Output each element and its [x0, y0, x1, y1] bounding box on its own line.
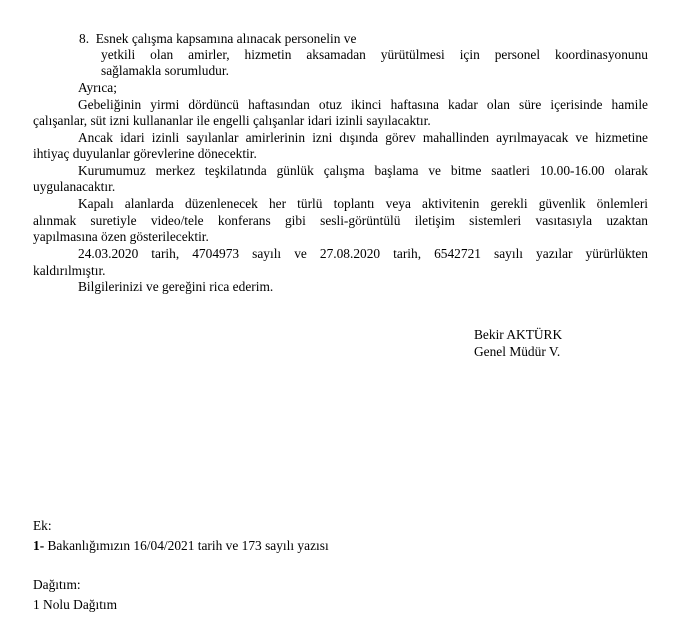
item-8-first-line — [79, 31, 356, 47]
paragraph-4-line1: Kapalı alanlarda düzenlenecek her türlü toplantı veya aktivitenin gerekli güvenlik önlemleri — [78, 196, 648, 211]
distribution-heading: Dağıtım: — [33, 577, 81, 592]
also-heading: Ayrıca; — [78, 80, 117, 95]
paragraph-2-line1: Ancak idari izinli sayılanlar amirlerinin izni dışında görev mahallinden ayrılmayacak ve hizmetine — [78, 130, 648, 145]
attachment-heading: Ek: — [33, 518, 52, 533]
paragraph-5-line2: kaldırılmıştır. — [33, 263, 106, 278]
paragraph-3-line2: uygulanacaktır. — [33, 179, 116, 194]
paragraph-3-line1: Kurumumuz merkez teşkilatında günlük çalışma başlama ve bitme saatleri 10.00-16.00 olarak — [78, 163, 648, 178]
item-8-text-line3: sağlamakla sorumludur. — [101, 63, 229, 78]
item-8-text-line2: yetkili olan amirler, hizmetin aksamadan yürütülmesi için personel koordinasyonunu — [101, 47, 648, 62]
item-number: 8. — [79, 31, 90, 46]
signatory-name: Bekir AKTÜRK — [474, 327, 563, 342]
paragraph-4-line3: yapılmasına özen gösterilecektir. — [33, 229, 209, 244]
paragraph-5-line1: 24.03.2020 tarih, 4704973 sayılı ve 27.08.2020 tarih, 6542721 sayılı yazılar yürürlükten — [78, 246, 648, 261]
closing-sentence: Bilgilerinizi ve gereğini rica ederim. — [78, 279, 274, 294]
item-8-text-line1: Esnek çalışma kapsamına alınacak personelin ve — [95, 31, 357, 46]
paragraph-1-line1: Gebeliğinin yirmi dördüncü haftasından otuz ikinci haftasına kadar olan süre içerisinde hamile — [78, 97, 648, 112]
paragraph-2-line2: ihtiyaç duyulanlar görevlerine dönecektir. — [33, 146, 257, 161]
attachment-item-number: 1- — [33, 538, 45, 553]
attachment-item — [33, 538, 329, 554]
attachment-item-text: Bakanlığımızın 16/04/2021 tarih ve 173 sayılı yazısı — [44, 538, 329, 553]
distribution-item: 1 Nolu Dağıtım — [33, 597, 118, 612]
paragraph-4-line2: alınmak suretiyle video/tele konferans gibi sesli-görüntülü iletişim sistemleri vasıtasıyla uzaktan — [33, 213, 648, 228]
paragraph-1-line2: çalışanlar, süt izni kullananlar ile engelli çalışanlar idari izinli sayılacaktır. — [33, 113, 431, 128]
signatory-title: Genel Müdür V. — [474, 344, 561, 359]
